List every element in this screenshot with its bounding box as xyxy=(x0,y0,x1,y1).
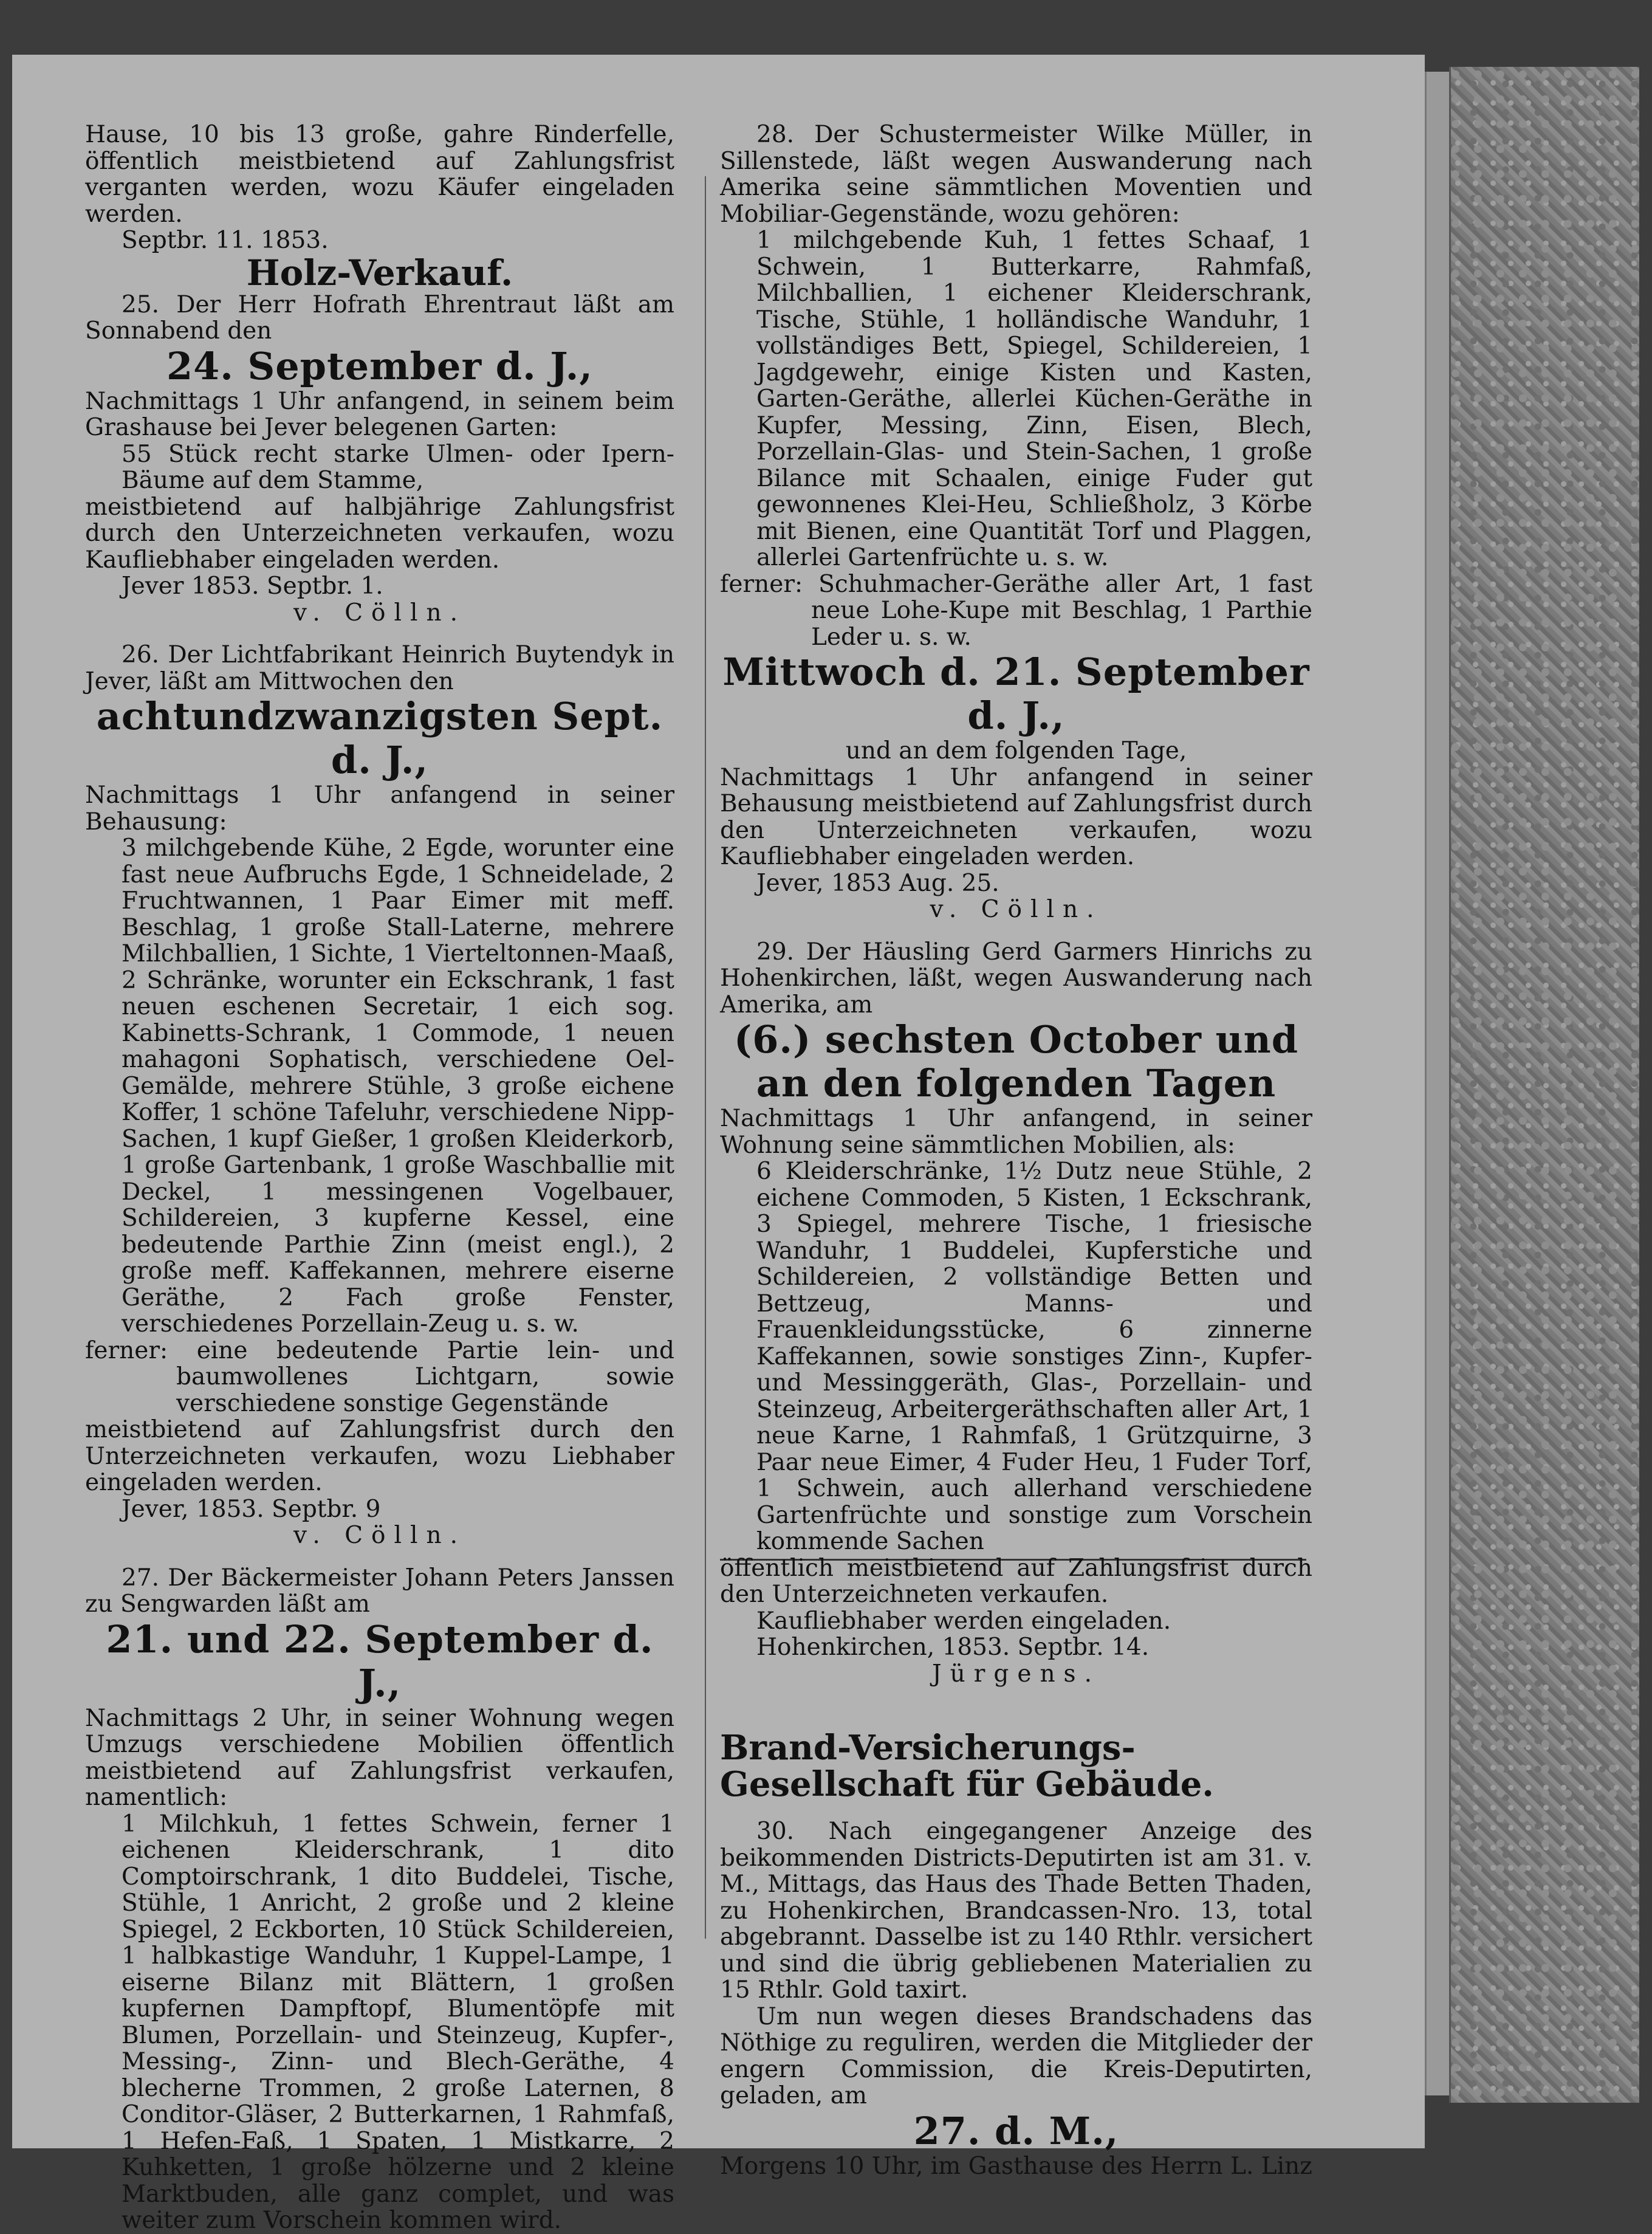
marbled-book-edge xyxy=(1449,67,1639,2103)
right-column xyxy=(720,122,1312,2179)
date-line: Jever 1853. Septbr. 1. xyxy=(122,572,383,600)
date-line: Hohenkirchen, 1853. Septbr. 14. xyxy=(756,1634,1150,1661)
notice-intro: 26. Der Lichtfabrikant Heinrich Buytendyk in Jever, läßt am Mittwochen den xyxy=(85,641,674,695)
item-list: 3 milchgebende Kühe, 2 Egde, worunter eine fast neue Aufbruchs Egde, 1 Schneidelade, 2 Fruchtwannen, 1 Paar Eimer mit meff. Beschlag, 1 große Stall-Laterne, mehrere Milchballien, 1 Sichte, 1 Vierteltonnen-Maaß, 2 Schränke, worunter ein Eckschrank, 1 fast neuen eschenen Secretair, 1 eich sog. Kabinetts-Schrank, 1 Commode, 1 neuen mahagoni Sophatisch, verschiedene Oel-Gemälde, mehrere Stühle, 3 große eichene Koffer, 1 schöne Tafeluhr, verschiedene Nipp-Sachen, 1 kupf Gießer, 1 großen Kleiderkorb, 1 große Gartenbank, 1 große Waschballie mit Deckel, 1 messingenen Vogelbauer, Schildereien, 3 kupferne Kessel, eine bedeutende Parthie Zinn (meist engl.), 2 große meff. Kaffekannen, mehrere eiserne Geräthe, 2 Fach große Fenster, verschiedenes Porzellain-Zeug u. s. w. xyxy=(122,834,674,1338)
date-line: Jever, 1853. Septbr. 9 xyxy=(122,1495,381,1523)
text-block: Morgens 10 Uhr, im Gasthause des Herrn L. Linz xyxy=(720,2152,1312,2180)
text-block: Nachmittags 1 Uhr anfangend in seiner Behausung meistbietend auf Zahlungsfrist durch den Unterzeichneten verkaufen, wozu Kaufliebhaber eingeladen werden. xyxy=(720,763,1312,870)
text-block: Um nun wegen dieses Brandschadens das Nöthige zu reguliren, werden die Mitglieder der engern Commission, die Kreis-Deputirten, geladen, am xyxy=(720,2002,1312,2109)
column-divider xyxy=(705,176,706,1939)
notice-intro: 29. Der Häusling Gerd Garmers Hinrichs zu Hohenkirchen, läßt, wegen Auswanderung nach Amerika, am xyxy=(720,938,1312,1019)
date-line: Jever, 1853 Aug. 25. xyxy=(756,869,999,897)
text-block: Hause, 10 bis 13 große, gahre Rinderfelle, öffentlich meistbietend auf Zahlungsfrist verganten werden, wozu Käufer eingeladen werden. xyxy=(85,121,674,228)
item-list: 1 milchgebende Kuh, 1 fettes Schaaf, 1 Schwein, 1 Butterkarre, Rahmfaß, Milchballien, 1 eichener Kleiderschrank, Tische, Stühle, 1 holländische Wanduhr, 1 vollständiges Bett, Spiegel, Schildereien, 1 Jagdgewehr, einige Kisten und Kasten, Garten-Geräthe, allerlei Küchen-Geräthe in Kupfer, Messing, Zinn, Eisen, Blech, Porzellain-Glas- und Stein-Sachen, 1 große Bilance mit Schaalen, einige Fuder gut gewonnenes Klei-Heu, Schließholz, 3 Körbe mit Bienen, eine Quantität Torf und Plaggen, allerlei Gartenfrüchte u. s. w. xyxy=(756,227,1312,571)
text-block: Nachmittags 1 Uhr anfangend in seiner Behausung: xyxy=(85,782,674,836)
text-block: öffentlich meistbietend auf Zahlungsfrist durch den Unterzeichneten verkaufen. xyxy=(720,1554,1312,1608)
page-edge xyxy=(1425,72,1451,2095)
signature: Jürgens. xyxy=(932,1660,1100,1688)
item-list: 1 Milchkuh, 1 fettes Schwein, ferner 1 eichenen Kleiderschrank, 1 dito Comptoirschrank, 1 dito Buddelei, Tische, Stühle, 1 Anricht, 2 große und 2 kleine Spiegel, 2 Eckborten, 10 Stück Schildereien, 1 halbkastige Wanduhr, 1 Kuppel-Lampe, 1 eiserne Bilanz mit Blättern, 1 großen kupfernen Dampftopf, Blumentöpfe mit Blumen, Porzellain- und Steinzeug, Kupfer-, Messing-, Zinn- und Blech-Geräthe, 4 blecherne Trommen, 2 große Laternen, 8 Conditor-Gläser, 2 Butterkarnen, 1 Rahmfaß, 1 Hefen-Faß, 1 Spaten, 1 Mistkarre, 2 Kuhketten, 1 große hölzerne und 2 kleine Marktbuden, alle ganz complet, und was weiter zum Vorschein kommen wird. xyxy=(122,1810,674,2234)
text-block: Nachmittags 1 Uhr anfangend, in seiner Wohnung seine sämmtlichen Mobilien, als: xyxy=(720,1105,1312,1159)
notice-intro: 25. Der Herr Hofrath Ehrentraut läßt am Sonnabend den xyxy=(85,290,674,345)
text-block: meistbietend auf Zahlungsfrist durch den Unterzeichneten verkaufen, wozu Liebhaber eingeladen werden. xyxy=(85,1416,674,1496)
section-heading: Holz-Verkauf. xyxy=(246,252,513,294)
auction-date-heading: 21. und 22. September d. J., xyxy=(106,1617,654,1705)
auction-date-heading: achtundzwanzigsten Sept. d. J., xyxy=(96,694,663,782)
text-block: Nachmittags 1 Uhr anfangend, in seinem beim Grashause bei Jever belegenen Garten: xyxy=(85,387,674,441)
item-list: ferner: Schuhmacher-Geräthe aller Art, 1 fast neue Lohe-Kupe mit Beschlag, 1 Parthie Leder u. s. w. xyxy=(720,570,1312,651)
auction-date-heading: Mittwoch d. 21. September d. J., xyxy=(722,650,1310,738)
text-block: Nachmittags 2 Uhr, in seiner Wohnung wegen Umzugs verschiedene Mobilien öffentlich meistbietend auf Zahlungsfrist verkaufen, namentlich: xyxy=(85,1704,674,1811)
text-block: Kaufliebhaber werden eingeladen. xyxy=(756,1607,1171,1635)
section-heading: Brand-Versicherungs-Gesellschaft für Gebäude. xyxy=(720,1728,1214,1804)
auction-date-heading: 24. September d. J., xyxy=(166,343,593,388)
text-block: und an dem folgenden Tage, xyxy=(845,737,1187,765)
signature: v. Cölln. xyxy=(293,1522,466,1549)
auction-date-heading: (6.) sechsten October und an den folgenden Tagen xyxy=(733,1017,1299,1105)
signature: v. Cölln. xyxy=(930,896,1103,923)
date-line: Septbr. 11. 1853. xyxy=(122,227,329,254)
text-block: 30. Nach eingegangener Anzeige des beikommenden Districts-Deputirten ist am 31. v. M., Mittags, das Haus des Thade Betten Thaden, zu Hohenkirchen, Brandcassen-Nro. 13, total abgebrannt. Dasselbe ist zu 140 Rthlr. versichert und sind die übrig gebliebenen Materialien zu 15 Rthlr. Gold taxirt. xyxy=(720,1818,1312,2004)
signature: v. Cölln. xyxy=(293,599,466,627)
item-list: 6 Kleiderschränke, 1½ Dutz neue Stühle, 2 eichene Commoden, 5 Kisten, 1 Eckschrank, 3 Spiegel, mehrere Tische, 1 friesische Wanduhr, 1 Buddelei, Kupferstiche und Schildereien, 2 vollständige Betten und Bettzeug, Manns- und Frauenkleidungsstücke, 6 zinnerne Kaffekannen, sowie sonstiges Zinn-, Kupfer- und Messinggeräth, Glas-, Porzellain- und Steinzeug, Arbeitergeräthschaften aller Art, 1 neue Karne, 1 Rahmfaß, 1 Grützquirne, 3 Paar neue Eimer, 4 Fuder Heu, 1 Fuder Torf, 1 Schwein, auch allerhand verschiedene Gartenfrüchte und sonstige zum Vorschein kommende Sachen xyxy=(756,1158,1312,1555)
text-block: meistbietend auf halbjährige Zahlungsfrist durch den Unterzeichneten verkaufen, wozu Kaufliebhaber eingeladen werden. xyxy=(85,493,674,574)
notice-intro: 27. Der Bäckermeister Johann Peters Janssen zu Sengwarden läßt am xyxy=(85,1564,674,1618)
left-column xyxy=(85,122,674,2234)
item-list: ferner: eine bedeutende Partie lein- und baumwollenes Lichtgarn, sowie verschiedene sonstige Gegenstände xyxy=(85,1336,674,1417)
notice-intro: 28. Der Schustermeister Wilke Müller, in Sillenstede, läßt wegen Auswanderung nach Amerika seine sämmtlichen Moventien und Mobiliar-Gegenstände, wozu gehören: xyxy=(720,121,1312,228)
item-list: 55 Stück recht starke Ulmen- oder Ipern-Bäume auf dem Stamme, xyxy=(122,440,674,494)
auction-date-heading: 27. d. M., xyxy=(913,2108,1119,2153)
